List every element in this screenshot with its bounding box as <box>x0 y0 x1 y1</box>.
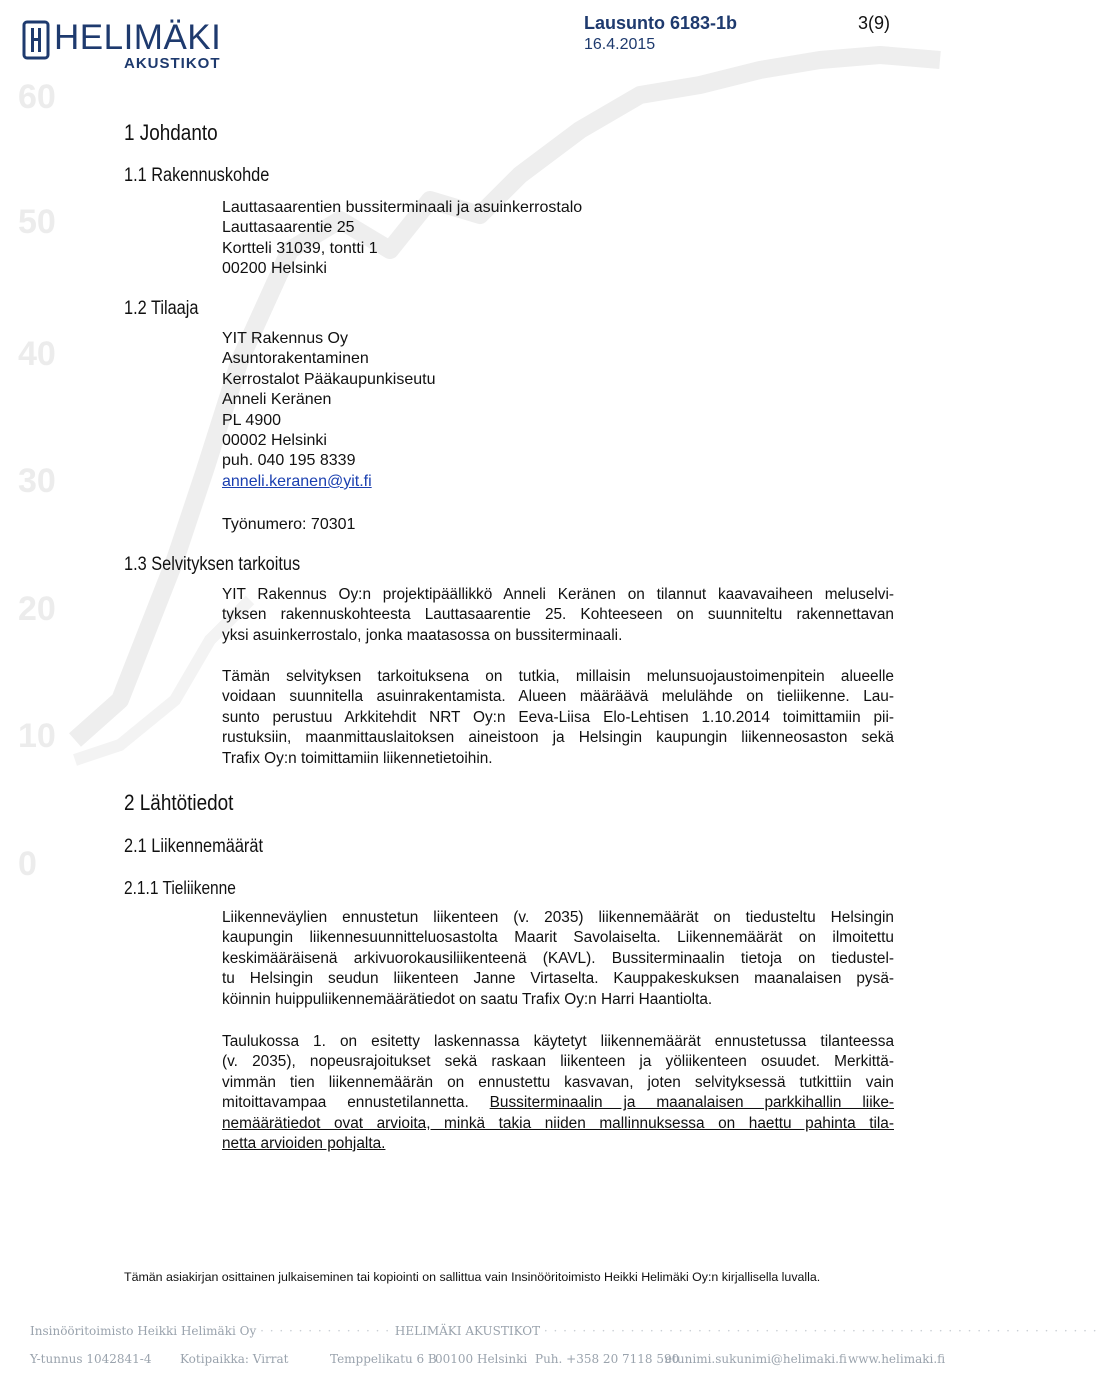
text-line: Trafix Oy:n toimittamiin liikennetietoihin. <box>222 749 493 767</box>
text-line <box>222 1093 894 1113</box>
footer-company-row <box>30 1324 1098 1338</box>
paragraph <box>222 585 894 646</box>
text-line: puh. 040 195 8339 <box>222 452 356 470</box>
text-line: (v. 2035), nopeusrajoitukset sekä raskaan liikenteen ja yöliikenteen osuudet. Merkittä- <box>222 1053 894 1071</box>
text-line: YIT Rakennus Oy:n projektipäällikkö Anneli Keränen on tilannut kaavavaiheen meluselvi- <box>222 586 894 603</box>
subsection-heading: 1.2 Tilaaja <box>124 298 199 319</box>
watermark-number: 50 <box>18 203 56 241</box>
client-contact <box>222 329 435 492</box>
page-number: 3(9) <box>858 13 891 33</box>
project-address <box>222 198 582 280</box>
dotted-separator: · · · · · · · · · · · · · · <box>260 1324 395 1338</box>
document-date: 16.4.2015 <box>584 36 656 53</box>
footer-ytunnus: Y-tunnus 1042841-4 <box>30 1352 152 1366</box>
subsection-heading: 2.1 Liikennemäärät <box>124 836 263 857</box>
underlined-text-line: nemäärätiedot ovat arvioita, minkä takia niiden mallinnuksessa on haettu pahinta tila- <box>222 1114 894 1132</box>
text-line: sunto perustuu Arkkitehdit NRT Oy:n Eeva-Liisa Elo-Lehtisen 1.10.2014 toimittamiin pii- <box>222 708 894 726</box>
text-line: Lauttasaarentien bussiterminaali ja asuinkerrostalo <box>222 199 583 216</box>
paragraph <box>222 667 894 769</box>
brand-subtitle: AKUSTIKOT <box>124 55 221 72</box>
job-number: Työnumero: 70301 <box>222 516 356 533</box>
section-heading: 2 Lähtötiedot <box>124 790 234 815</box>
text-line: Liikenneväylien ennustetun liikenteen (v. 2035) liikennemäärät on tiedusteltu Helsingin <box>222 909 894 926</box>
watermark-number: 20 <box>18 590 56 628</box>
brand-name: HELIMÄKI <box>54 18 222 57</box>
text-line: tyksen rakennuskohteesta Lauttasaarentie 25. Kohteeseen on suunniteltu rakennettavan <box>222 606 894 624</box>
text-line: Lauttasaarentie 25 <box>222 219 355 237</box>
text-line: Tämän selvityksen tarkoituksena on tutkia, millaisin melunsuojaustoimenpitein alueelle <box>222 668 894 685</box>
text-line: Kortteli 31039, tontti 1 <box>222 239 378 257</box>
watermark-number: 40 <box>18 335 56 373</box>
underlined-text-line: netta arvioiden pohjalta. <box>222 1135 386 1153</box>
text-line: PL 4900 <box>222 411 282 429</box>
text-line: 00200 Helsinki <box>222 260 327 278</box>
dotted-separator: · · · · · · · · · · · · · · · · · · · · · · · · · · · · · · · · · · · · · · · · · · · · · · · · · · · · · · · · · · <box>543 1324 1098 1338</box>
subsection-heading: 1.1 Rakennuskohde <box>124 165 270 186</box>
text-line: yksi asuinkerrostalo, jonka maatasossa on bussiterminaali. <box>222 626 623 644</box>
paragraph <box>222 1032 894 1154</box>
footer-postal: 00100 Helsinki <box>435 1352 528 1366</box>
text-line: YIT Rakennus Oy <box>222 330 348 347</box>
text-line: 00002 Helsinki <box>222 432 327 450</box>
footer-brand: HELIMÄKI AKUSTIKOT <box>394 1324 541 1338</box>
text-line: Taulukossa 1. on esitetty laskennassa käytetyt liikennemäärät ennustetussa tilanteessa <box>222 1033 894 1050</box>
text-line: rustuksiin, maanmittauslaitoksen aineistoon ja Helsingin kaupungin liikenneosaston sekä <box>222 729 894 747</box>
watermark-number: 10 <box>18 717 56 755</box>
text-segment: mitoittavampaa ennustetilannetta. <box>222 1094 490 1112</box>
watermark-number: 30 <box>18 462 56 500</box>
footer-company: Insinööritoimisto Heikki Helimäki Oy <box>30 1324 257 1338</box>
text-line: Anneli Keränen <box>222 391 332 409</box>
footer-email[interactable]: etunimi.sukunimi@helimaki.fi <box>665 1352 847 1366</box>
text-line: tu Helsingin seudun liikenteen Janne Virtaselta. Kauppakeskuksen maanalaisen pysä- <box>222 970 894 988</box>
text-line: vimmän tien liikennemäärän on ennustettu kasvavan, joten selvityksessä tutkittiin vain <box>222 1073 894 1091</box>
company-logo <box>22 20 50 65</box>
copyright-note: Tämän asiakirjan osittainen julkaiseminen tai kopiointi on sallittua vain Insinööritoimisto Heikki Helimäki Oy:n kirjallisella luvalla. <box>124 1270 821 1284</box>
logo-mark-icon <box>22 20 50 60</box>
section-heading: 1 Johdanto <box>124 120 218 145</box>
paragraph <box>222 908 894 1010</box>
document-title: Lausunto 6183-1b <box>584 13 738 33</box>
subsection-heading: 1.3 Selvityksen tarkoitus <box>124 554 301 575</box>
footer-web[interactable]: www.helimaki.fi <box>848 1352 946 1366</box>
subsubsection-heading: 2.1.1 Tieliikenne <box>124 878 236 898</box>
text-line: köinnin huippuliikennemäärätiedot on saatu Trafix Oy:n Harri Haantiolta. <box>222 990 713 1008</box>
footer-kotipaikka: Kotipaikka: Virrat <box>180 1352 289 1366</box>
footer-phone: Puh. +358 20 7118 590 <box>535 1352 680 1366</box>
text-line: Kerrostalot Pääkaupunkiseutu <box>222 370 436 388</box>
text-line: voidaan suunnitella asuinrakentamista. Alueen määräävä melulähde on tieliikenne. Lau- <box>222 688 894 706</box>
text-line: kaupungin liikennesuunnitteluosastolta Maarit Savolaiselta. Liikennemäärät on ilmoitettu <box>222 929 894 947</box>
text-line: Asuntorakentaminen <box>222 350 369 368</box>
watermark-number: 60 <box>18 78 56 116</box>
watermark-number: 0 <box>18 845 37 883</box>
underlined-text: Bussiterminaalin ja maanalaisen parkkihallin liike- <box>489 1094 894 1112</box>
footer-address: Temppelikatu 6 B <box>330 1352 437 1366</box>
email-link[interactable]: anneli.keranen@yit.fi <box>222 472 372 490</box>
text-line: keskimääräisenä arkivuorokausiliikenteenä (KAVL). Bussiterminaalin tietoja on tiedustel- <box>222 949 894 967</box>
